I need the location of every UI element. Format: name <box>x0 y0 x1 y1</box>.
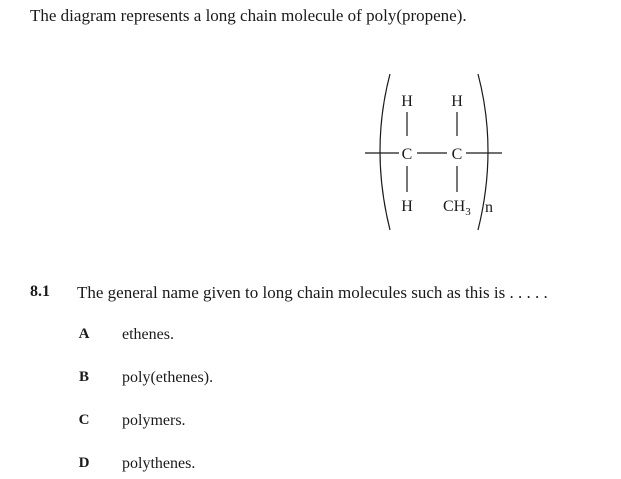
option-c[interactable] <box>0 412 621 436</box>
left-bracket <box>380 74 390 230</box>
polymer-structure-svg <box>360 68 520 238</box>
option-a[interactable] <box>0 326 621 350</box>
repeat-unit-n: n <box>485 199 493 216</box>
option-letter-b: B <box>78 369 89 385</box>
option-text-d: polythenes. <box>122 455 196 472</box>
question-text: The general name given to long chain molecules such as this is . . . . . <box>77 283 548 302</box>
option-text-b: poly(ethenes). <box>122 369 214 386</box>
intro-text: The diagram represents a long chain molecule of poly(propene). <box>30 6 467 25</box>
polymer-structure-diagram <box>360 68 520 238</box>
option-letter-c: C <box>78 412 90 428</box>
option-text-a: ethenes. <box>122 326 174 343</box>
option-letter-a: A <box>78 326 90 342</box>
option-text-c: polymers. <box>122 412 186 429</box>
atom-h-top-left: H <box>401 93 413 110</box>
option-letter-d: D <box>78 455 90 471</box>
atom-h-top-right: H <box>451 93 463 110</box>
atom-c-left: C <box>401 146 413 163</box>
ch3-subscript: 3 <box>465 206 471 218</box>
atom-c-right: C <box>451 146 463 163</box>
ch3-main: CH <box>443 198 466 215</box>
question-number: 8.1 <box>30 283 50 300</box>
option-d[interactable] <box>0 455 621 479</box>
option-b[interactable] <box>0 369 621 393</box>
atom-h-bottom-left: H <box>401 198 413 215</box>
group-ch3-bottom-right <box>443 198 471 218</box>
